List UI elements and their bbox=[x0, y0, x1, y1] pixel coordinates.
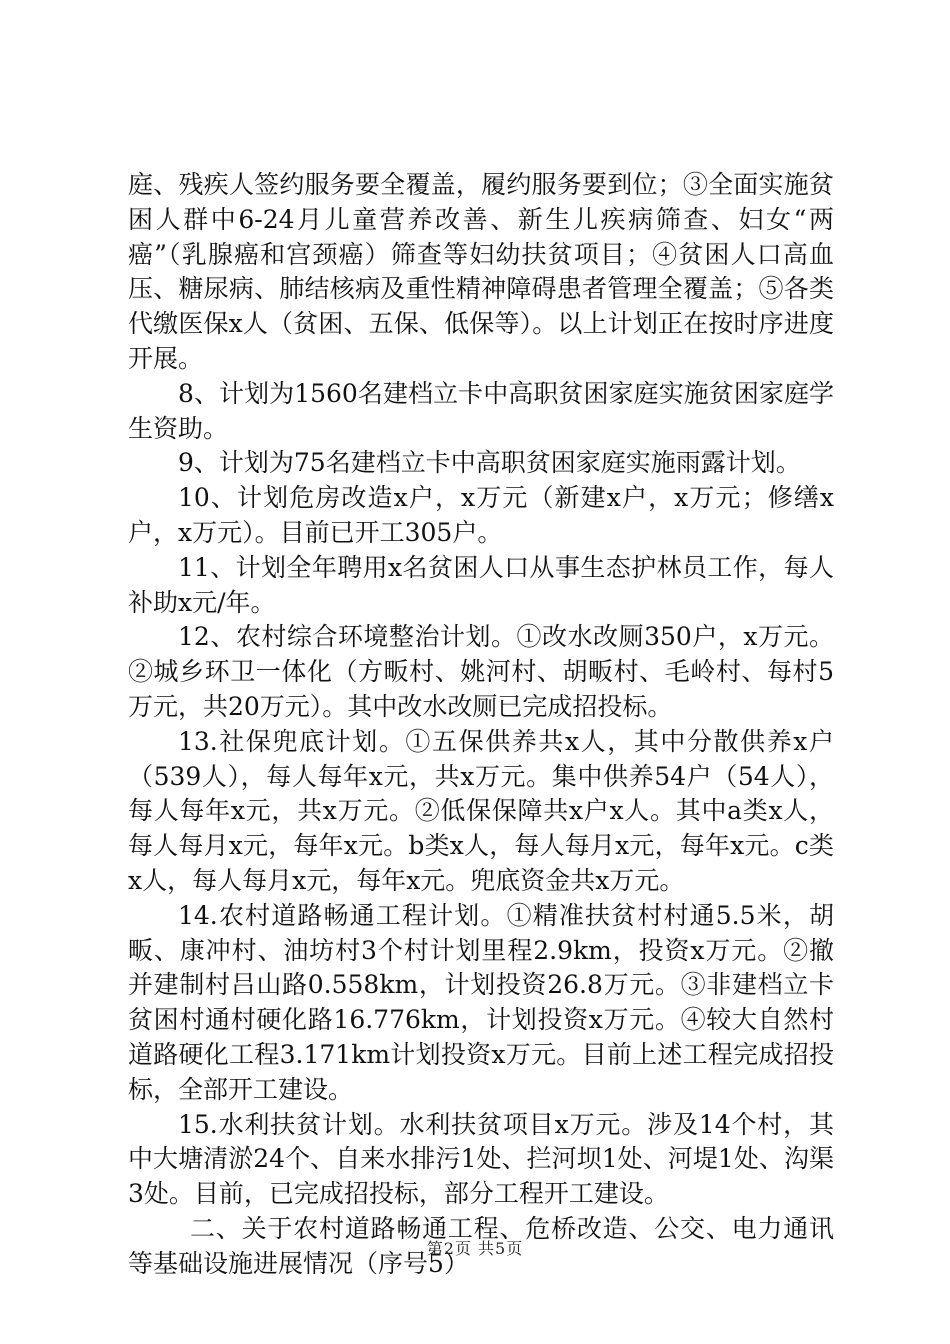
paragraph-item-14: 14.农村道路畅通工程计划。①精准扶贫村村通5.5米，胡畈、康冲村、油坊村3个村计划里程2.9km，投资x万元。②撤并建制村吕山路0.558km，计划投资26.8万元。③非建档立卡贫困村通村硬化路16.776km，计划投资x万元。④较大自然村道路硬化工程3.171km计划投资x万元。目前上述工程完成招投标，全部开工建设。 bbox=[128, 900, 834, 1104]
paragraph-item-11: 11、计划全年聘用x名贫困人口从事生态护林员工作，每人补助x元/年。 bbox=[128, 552, 834, 617]
section-heading-two: 二、关于农村道路畅通工程、危桥改造、公交、电力通讯等基础设施进展情况（序号5） bbox=[128, 1213, 834, 1278]
paragraph-health-services: 庭、残疾人签约服务要全覆盖，履约服务要到位；③全面实施贫困人群中6-24月儿童营养改善、新生儿疾病筛查、妇女“两癌”（乳腺癌和宫颈癌）筛查等妇幼扶贫项目；④贫困人口高血压、糖尿病、肺结核病及重性精神障碍患者管理全覆盖；⑤各类代缴医保x人（贫困、五保、低保等）。以上计划正在按时序进度开展。 bbox=[128, 170, 834, 373]
paragraph-item-10: 10、计划危房改造x户，x万元（新建x户，x万元；修缮x户，x万元）。目前已开工305户。 bbox=[128, 483, 834, 547]
paragraph-item-13: 13.社保兜底计划。①五保供养共x人，其中分散供养x户（539人），每人每年x元，共x万元。集中供养54户（54人），每人每年x元，共x万元。②低保保障共x户x人。其中a类x人，每人每月x元，每年x元。b类x人，每人每月x元，每年x元。c类x人，每人每月x元，每年x元。兜底资金共x万元。 bbox=[128, 726, 834, 895]
document-body bbox=[128, 168, 834, 1282]
paragraph-item-8: 8、计划为1560名建档立卡中高职贫困家庭实施贫困家庭学生资助。 bbox=[128, 378, 834, 443]
page-number-footer: 第2页 共5页 bbox=[426, 1239, 524, 1258]
paragraph-item-9: 9、计划为75名建档立卡中高职贫困家庭实施雨露计划。 bbox=[178, 448, 801, 478]
paragraph-item-15: 15.水利扶贫计划。水利扶贫项目x万元。涉及14个村，其中大塘清淤24个、自来水排污1处、拦河坝1处、河堤1处、沟渠3处。目前，已完成招投标，部分工程开工建设。 bbox=[128, 1109, 834, 1209]
paragraph-item-12: 12、农村综合环境整治计划。①改水改厕350户，x万元。②城乡环卫一体化（方畈村、姚河村、胡畈村、毛岭村、每村5万元，共20万元）。其中改水改厕已完成招投标。 bbox=[128, 622, 834, 721]
